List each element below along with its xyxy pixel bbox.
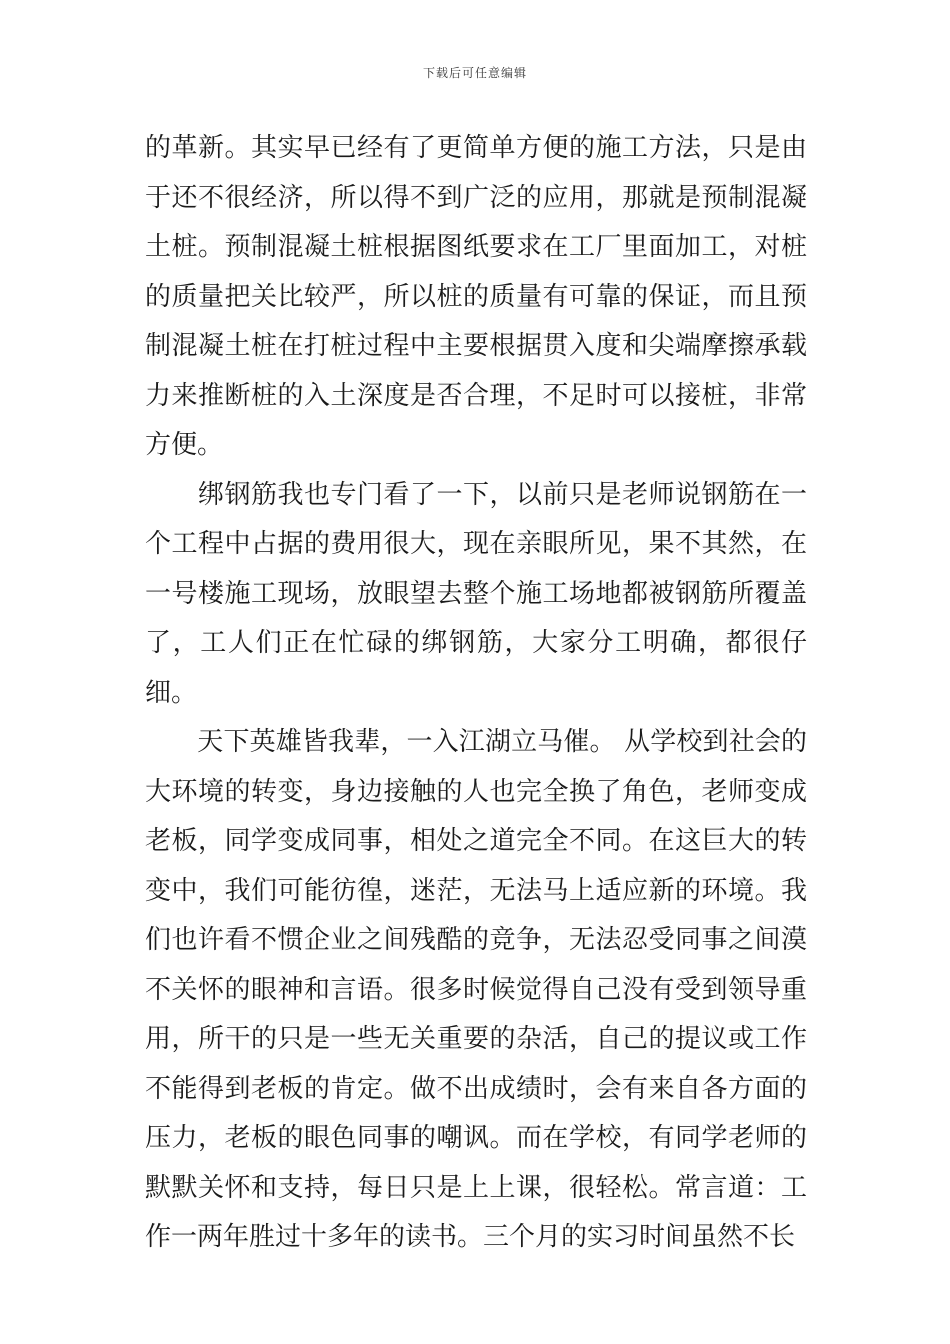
page-header-note: 下载后可任意编辑	[422, 66, 527, 80]
paragraph-3: 天下英雄皆我辈，一入江湖立马催。 从学校到社会的大环境的转变，身边接触的人也完全换了角色，老师变成老板，同学变成同事，相处之道完全不同。在这巨大的转变中，我们可能彷徨，迷茫，无法马上适应新的环境。我们也许看不惯企业之间残酷的竞争，无法忍受同事之间漠不关怀的眼神和言语。很多时候觉得自己没有受到领导重用，所干的只是一些无关重要的杂活，自己的提议或工作不能得到老板的肯定。做不出成绩时，会有来自各方面的压力，老板的眼色同事的嘲讽。而在学校，有同学老师的默默关怀和支持，每日只是上上课，很轻松。常言道：工作一两年胜过十多年的读书。三个月的实习时间虽然不长	[145, 727, 807, 1252]
paragraph-2: 绑钢筋我也专门看了一下，以前只是老师说钢筋在一个工程中占据的费用很大，现在亲眼所见，果不其然，在一号楼施工现场，放眼望去整个施工场地都被钢筋所覆盖了，工人们正在忙碌的绑钢筋，大家分工明确，都很仔细。	[145, 479, 807, 708]
paragraph-1: 的革新。其实早已经有了更简单方便的施工方法，只是由于还不很经济，所以得不到广泛的应用，那就是预制混凝土桩。预制混凝土桩根据图纸要求在工厂里面加工，对桩的质量把关比较严，所以桩的质量有可靠的保证，而且预制混凝土桩在打桩过程中主要根据贯入度和尖端摩擦承载力来推断桩的入土深度是否合理，不足时可以接桩，非常方便。	[145, 133, 807, 460]
document-body	[145, 124, 807, 1263]
